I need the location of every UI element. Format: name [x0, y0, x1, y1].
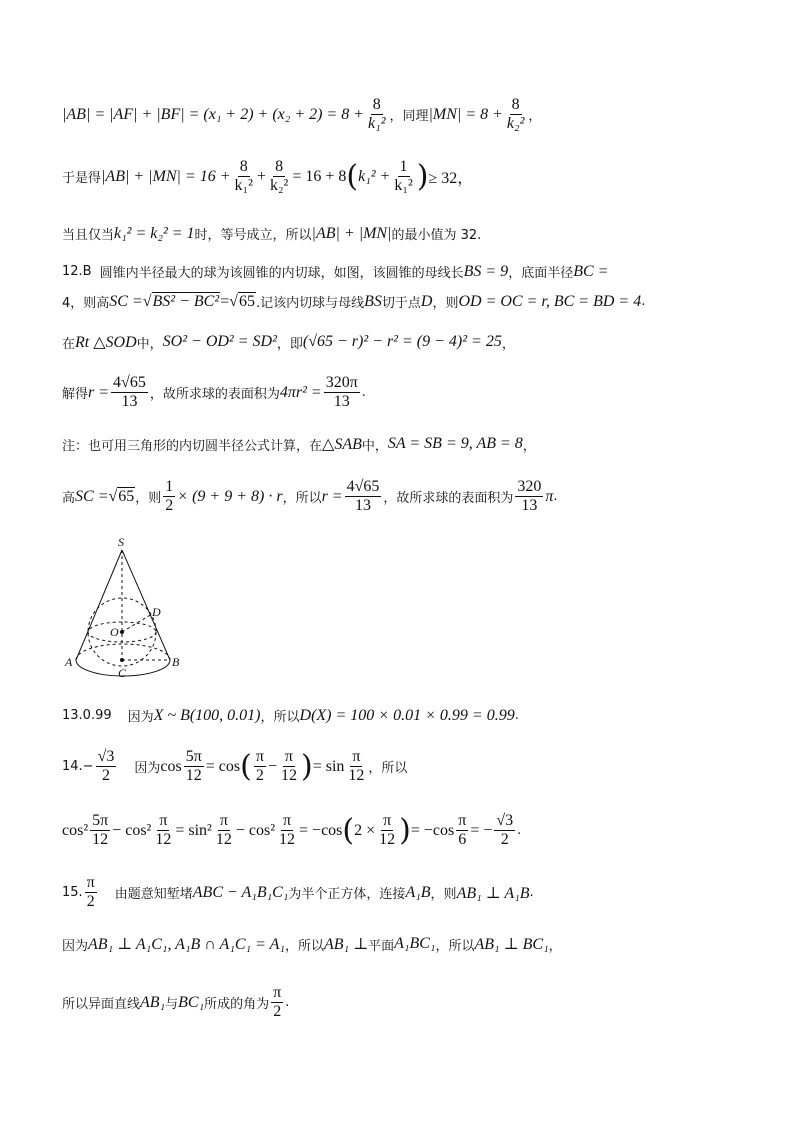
center-o	[120, 630, 124, 634]
cone-figure	[62, 532, 192, 682]
q14-answer: $\frac{√3}{2}$	[97, 748, 115, 785]
para2-prefix: 于是得	[62, 171, 102, 187]
q15-line3: 所以异面直线 AB₁ 与 BC₁ 所成的角为 $\frac{\pi}{2}$ .	[62, 984, 290, 1021]
q12-line1: 12.B 圆锥内半径最大的球为该圆锥的内切球，如图，该圆锥的母线长 BS = 9 ，底面半径 BC =	[62, 262, 609, 281]
para1-frac1: $\frac{8}{\text{k₁²}}$	[368, 96, 386, 133]
label-s: S	[118, 535, 124, 549]
cone-base-back	[76, 644, 170, 660]
q12-line3: 在 Rt △SOD 中， SO² − OD² = SD² ，即 (√65 − r)² − r² = (9 − 4)² = 25 ，	[62, 333, 515, 352]
q13-line: 13.0.99 因为 X ~ B(100, 0.01) ，所以 D(X) = 100 × 0.01 × 0.99 = 0.99 .	[62, 706, 519, 725]
q14-line2: cos² $\frac{5\pi}{12}$ − cos² $\frac{\pi}{12}$ = sin² $\frac{\pi}{12}$ − cos² $\frac{\pi}{12}$ = −cos ( 2 × $\frac{\pi}{12}$ ) = −cos $\frac{\pi}{6}$ = − $\frac{√3}{2}$ .	[62, 812, 522, 849]
q12-line6: 高 SC = √ 65 ，则 $\frac{1}{2}$ × (9 + 9 + 8) · r ，所以 r = $\frac{4√65}{13}$ ，故所求球的表面积为 $\frac{320}{13}$ π .	[62, 478, 558, 515]
q13-label: 13.0.99	[62, 708, 112, 723]
cone-edge-right	[122, 550, 170, 660]
q15-line2: 因为 AB₁ ⊥ A₁C₁, A₁B ∩ A₁C₁ = A₁ ，所以 AB₁ ⊥ 平面 A₁BC₁ ，所以 AB₁ ⊥ BC₁ ，	[62, 935, 562, 954]
para1-lhs: |AB| = |AF| + |BF| = (x₁ + 2) + (x₂ + 2) = 8 +	[62, 105, 365, 123]
para3-line: 当且仅当 k₁² = k₂² = 1 时，等号成立，所以 |AB| + |MN| 的最小值为 32.	[62, 224, 482, 243]
q14-label: 14.−	[62, 759, 94, 775]
q12-line4: 解得 r = $\frac{4√65}{13}$ ，故所求球的表面积为 4πr² = $\frac{320\pi}{13}$ .	[62, 374, 366, 411]
label-c: C	[118, 666, 127, 680]
para1-mn: |MN| = 8 +	[428, 105, 503, 123]
q12-line2: 4，则高 SC = √ BS² − BC² = √ 65 .记该内切球与母线 BS 切于点 D ，则 OD = OC = r, BC = BD = 4 .	[62, 292, 646, 311]
q12-label: 12.B	[62, 264, 92, 279]
q15-label: 15.	[62, 885, 83, 901]
para2-expr: |AB| + |MN| = 16 +	[101, 167, 231, 185]
q15-answer: $\frac{\pi}{2}$	[86, 874, 95, 911]
label-a: A	[65, 655, 73, 669]
cone-edge-left	[76, 550, 122, 660]
q12-line5: 注：也可用三角形的内切圆半径公式计算，在 △SAB 中， SA = SB = 9, AB = 8 ，	[62, 435, 536, 454]
para1-sep: ，同理	[389, 109, 429, 125]
label-d: D	[152, 605, 161, 619]
q14-line1: 14.− $\frac{√3}{2}$ 因为 cos $\frac{5\pi}{12}$ = cos ( $\frac{\pi}{2}$ − $\frac{\pi}{12}$ ) = sin $\frac{\pi}{12}$ ，所以	[62, 748, 408, 785]
point-c	[120, 658, 124, 662]
para1-frac2: $\frac{8}{\text{k₂²}}$	[506, 96, 525, 133]
label-b: B	[172, 655, 180, 669]
label-o: O	[110, 625, 119, 639]
q15-line1: 15. $\frac{\pi}{2}$ 由题意知堑堵 ABC − A₁B₁C₁ 为半个正方体，连接 A₁B ，则 AB₁ ⊥ A₁B .	[62, 874, 534, 911]
para2-line: 于是得 |AB| + |MN| = 16 + $\frac{8}{\text{k₁²}}$ + $\frac{8}{\text{k₂²}}$ = 16 + 8 ( k₁² + $\frac{1}{\text{k₁²}}$ ) ≥ 32，	[62, 158, 474, 195]
para1-line: |AB| = |AF| + |BF| = (x₁ + 2) + (x₂ + 2) = 8 + $\frac{8}{\text{k₁²}}$ ，同理 |MN| = 8 + $\frac{8}{\text{k₂²}}$ ，	[62, 96, 542, 133]
